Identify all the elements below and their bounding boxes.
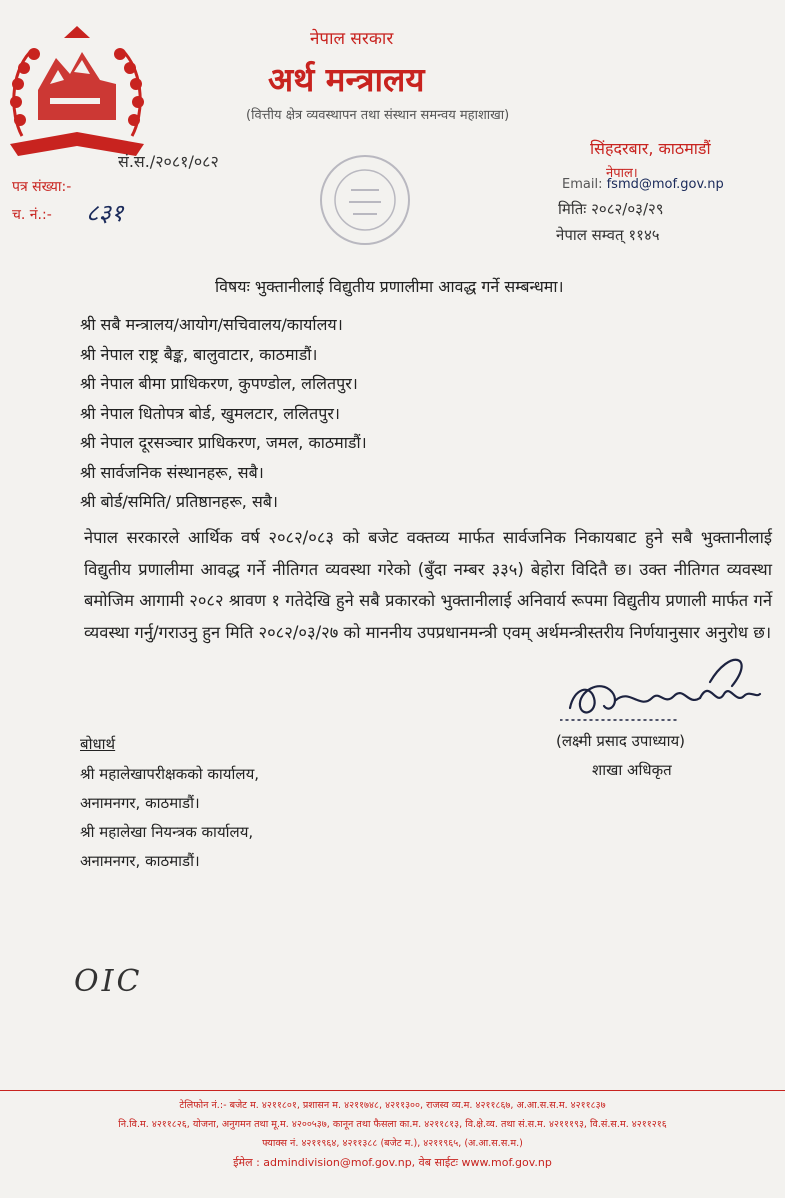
recipient-item: श्री नेपाल राष्ट्र बैङ्क, बालुवाटार, काठमाडौं। — [80, 344, 318, 364]
recipient-item: श्री नेपाल दूरसञ्चार प्राधिकरण, जमल, काठमाडौं। — [80, 433, 367, 452]
country-name: नेपाल। — [606, 166, 638, 181]
dispatch-number: ८३१ — [86, 199, 124, 227]
nepal-samvat-date: नेपाल सम्वत् ११४५ — [556, 226, 660, 244]
ministry-name: अर्थ मन्त्रालय — [268, 60, 425, 99]
footer-phone-line-2: नि.वि.म. ४२११८२६, योजना, अनुगमन तथा मू.म. ४२००५३७, कानून तथा फैसला का.म. ४२११८१३, वि.क्षे.व्य. तथा सं.स.म. ४२१११९३, वि.सं.स.म. ४२११२१६ — [118, 1119, 667, 1130]
handwritten-note: OIC — [74, 964, 143, 999]
recipient-item: श्री सबै मन्त्रालय/आयोग/सचिवालय/कार्यालय। — [80, 315, 343, 334]
letter-body: नेपाल सरकारले आर्थिक वर्ष २०८२/०८३ को बजेट वक्तव्य मार्फत सार्वजनिक निकायबाट हुने सबै भुक्तानीलाई विद्युतीय प्रणालीमा आवद्ध गर्ने नीतिगत व्यवस्था गरेको (बुँदा नम्बर ३३५) बेहोरा विदितै छ। उक्त नीतिगत व्यवस्था बमोजिम आगामी २०८२ श्रावण १ गतेदेखि हुने सबै प्रकारको भुक्तानीलाई अनिवार्य रूपमा विद्युतीय प्रणाली मार्फत गर्ने व्यवस्था गर्नु/गराउनु हुन मिति २०८२/०३/२७ को माननीय उपप्रधानमन्त्री एवम् अर्थमन्त्रीस्तरीय निर्णयानुसार अनुरोध छ। — [84, 528, 772, 642]
footer-divider — [0, 1090, 785, 1091]
email-label: Email: — [562, 177, 603, 192]
cc-list — [80, 760, 259, 876]
letter-date: मितिः २०८२/०३/२९ — [558, 200, 664, 218]
nepal-emblem-icon — [4, 24, 150, 166]
cc-item: अनामनगर, काठमाडौं। — [80, 852, 200, 870]
cc-item: श्री महालेखापरीक्षकको कार्यालय, — [80, 765, 260, 783]
cc-heading: बोधार्थ — [80, 735, 116, 753]
letter-subject: विषयः भुक्तानीलाई विद्युतीय प्रणालीमा आवद्ध गर्ने सम्बन्धमा। — [215, 277, 564, 296]
office-address: सिंहदरबार, काठमाडौं — [590, 139, 711, 158]
recipient-item: श्री बोर्ड/समिति/ प्रतिष्ठानहरू, सबै। — [80, 492, 278, 511]
office-stamp-icon — [315, 150, 415, 250]
recipient-item: श्री नेपाल बीमा प्राधिकरण, कुपण्डोल, ललितपुर। — [80, 374, 358, 393]
fiscal-reference: सं.स./२०८१/०८२ — [118, 152, 219, 171]
footer-email-line: ईमेल : admindivision@mof.gov.np, वेब साईटः www.mof.gov.np — [233, 1156, 552, 1169]
recipient-item: श्री नेपाल धितोपत्र बोर्ड, खुमलटार, ललितपुर। — [80, 403, 340, 423]
office-email — [562, 177, 724, 192]
signatory-name: (लक्ष्मी प्रसाद उपाध्याय) — [556, 732, 686, 750]
signature-image — [560, 648, 770, 730]
footer-fax-line: फ्याक्स नं. ४२११९६४, ४२११३८८ (बजेट म.), ४२११९६५, (अ.आ.स.स.म.) — [262, 1138, 523, 1149]
footer-phone-line: टेलिफोन नं.:- बजेट म. ४२११८०१, प्रशासन म. ४२११७४८, ४२११३००, राजस्व व्य.म. ४२११८६७, अ.आ.स.स.म. ४२११८३७ — [179, 1100, 606, 1111]
signatory-title: शाखा अधिकृत — [592, 761, 672, 779]
cc-item: श्री महालेखा नियन्त्रक कार्यालय, — [80, 823, 254, 841]
recipient-item: श्री सार्वजनिक संस्थानहरू, सबै। — [80, 462, 264, 482]
government-name: नेपाल सरकार — [310, 29, 394, 49]
recipient-list — [80, 310, 367, 517]
division-name: (वित्तीय क्षेत्र व्यवस्थापन तथा संस्थान समन्वय महाशाखा) — [246, 108, 510, 123]
dispatch-number-label: च. नं.:- — [12, 207, 52, 223]
letter-number-label: पत्र संख्या:- — [12, 179, 72, 195]
email-address[interactable]: fsmd@mof.gov.np — [606, 177, 724, 192]
cc-item: अनामनगर, काठमाडौं। — [80, 794, 200, 812]
letter-footer — [0, 1096, 785, 1172]
